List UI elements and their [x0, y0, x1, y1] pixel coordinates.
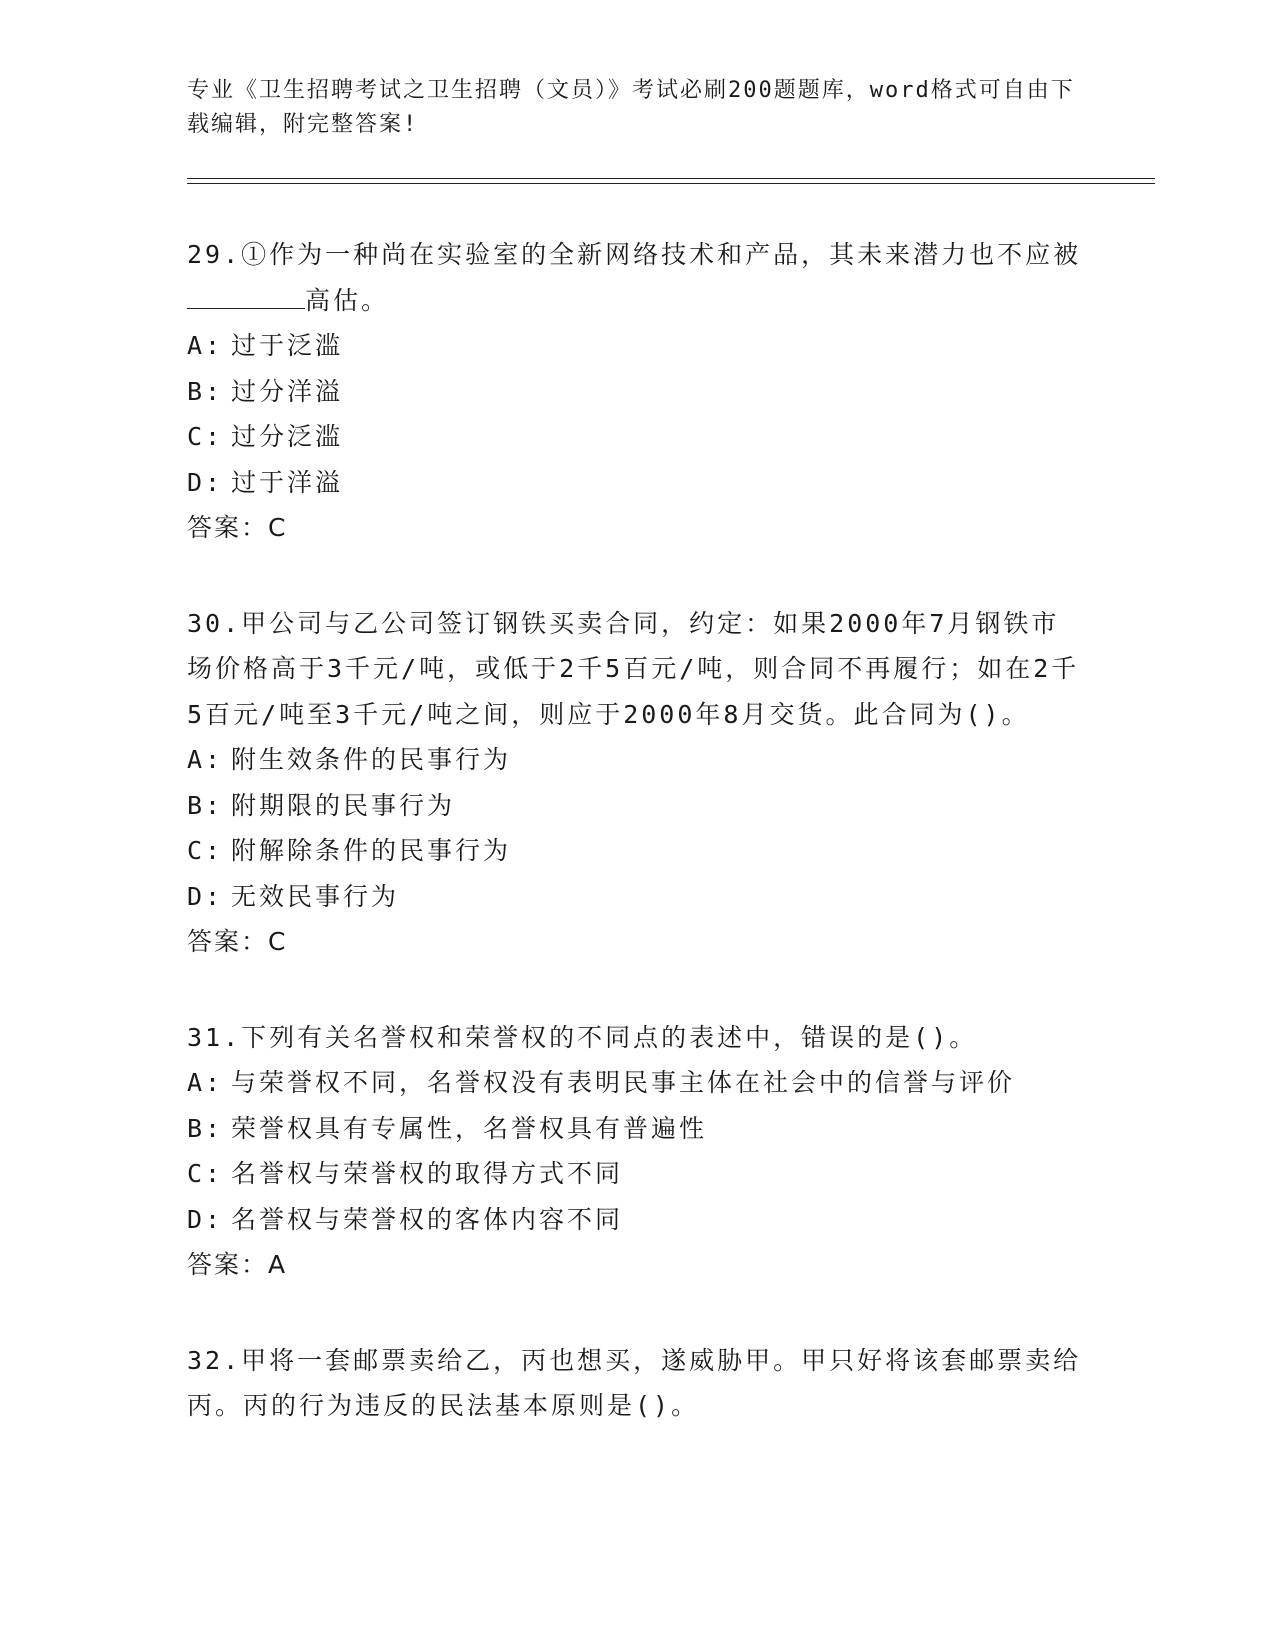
question-31	[187, 1015, 1087, 1288]
option-key: B:	[187, 790, 224, 820]
option-key: A:	[187, 331, 224, 360]
option-b	[187, 783, 1087, 829]
question-stem-part: 29.①作为一种尚在实验室的全新网络技术和产品，其未来潜力也不应被	[187, 240, 1082, 269]
option-key: B:	[187, 1113, 224, 1143]
option-text: 附生效条件的民事行为	[231, 745, 512, 774]
option-text: 名誉权与荣誉权的取得方式不同	[231, 1159, 624, 1188]
option-text: 过分洋溢	[231, 376, 344, 406]
fill-in-blank	[187, 282, 305, 309]
question-30	[187, 601, 1087, 965]
option-d	[187, 874, 1087, 920]
option-b	[187, 1106, 1087, 1152]
answer: 答案：A	[187, 1250, 288, 1279]
option-c	[187, 414, 1087, 460]
option-d	[187, 1197, 1087, 1243]
option-c	[187, 828, 1087, 874]
option-key: D:	[187, 467, 224, 497]
option-key: B:	[187, 376, 224, 406]
option-key: C:	[187, 422, 224, 451]
question-stem: 30.甲公司与乙公司签订钢铁买卖合同，约定：如果2000年7月钢铁市场价格高于3千元/吨，或低于2千5百元/吨，则合同不再履行；如在2千5百元/吨至3千元/吨之间，则应于2000年8月交货。此合同为()。	[187, 608, 1080, 729]
option-a	[187, 737, 1087, 783]
option-text: 过于洋溢	[231, 467, 344, 497]
option-text: 附解除条件的民事行为	[231, 836, 512, 865]
option-b	[187, 369, 1087, 415]
option-text: 与荣誉权不同，名誉权没有表明民事主体在社会中的信誉与评价	[231, 1068, 1016, 1097]
option-d	[187, 460, 1087, 506]
question-stem: 31.下列有关名誉权和荣誉权的不同点的表述中，错误的是()。	[187, 1022, 978, 1052]
option-text: 过分泛滥	[231, 422, 344, 451]
document-header: 专业《卫生招聘考试之卫生招聘（文员）》考试必刷200题题库，word格式可自由下载编辑，附完整答案!	[187, 78, 1075, 137]
answer: 答案：C	[187, 927, 288, 956]
option-key: D:	[187, 1204, 224, 1234]
answer: 答案：C	[187, 513, 288, 542]
option-text: 无效民事行为	[231, 881, 400, 911]
option-key: D:	[187, 881, 224, 911]
option-text: 荣誉权具有专属性，名誉权具有普遍性	[231, 1113, 708, 1143]
question-stem	[187, 232, 1087, 323]
option-key: C:	[187, 1159, 224, 1188]
question-stem-part: 高估。	[305, 285, 390, 315]
question-29	[187, 232, 1087, 551]
option-key: A:	[187, 745, 224, 774]
question-stem: 32.甲将一套邮票卖给乙，丙也想买，遂威胁甲。甲只好将该套邮票卖给丙。丙的行为违反的民法基本原则是()。	[187, 1345, 1082, 1420]
question-32	[187, 1338, 1087, 1429]
header-divider-top	[187, 178, 1155, 179]
option-key: A:	[187, 1068, 224, 1097]
option-a	[187, 1060, 1087, 1106]
option-text: 名誉权与荣誉权的客体内容不同	[231, 1204, 624, 1234]
option-text: 附期限的民事行为	[231, 790, 456, 820]
option-c	[187, 1151, 1087, 1197]
header-divider-bottom	[187, 183, 1155, 184]
option-key: C:	[187, 836, 224, 865]
option-text: 过于泛滥	[231, 331, 344, 360]
question-list	[187, 232, 1087, 1479]
option-a	[187, 323, 1087, 369]
